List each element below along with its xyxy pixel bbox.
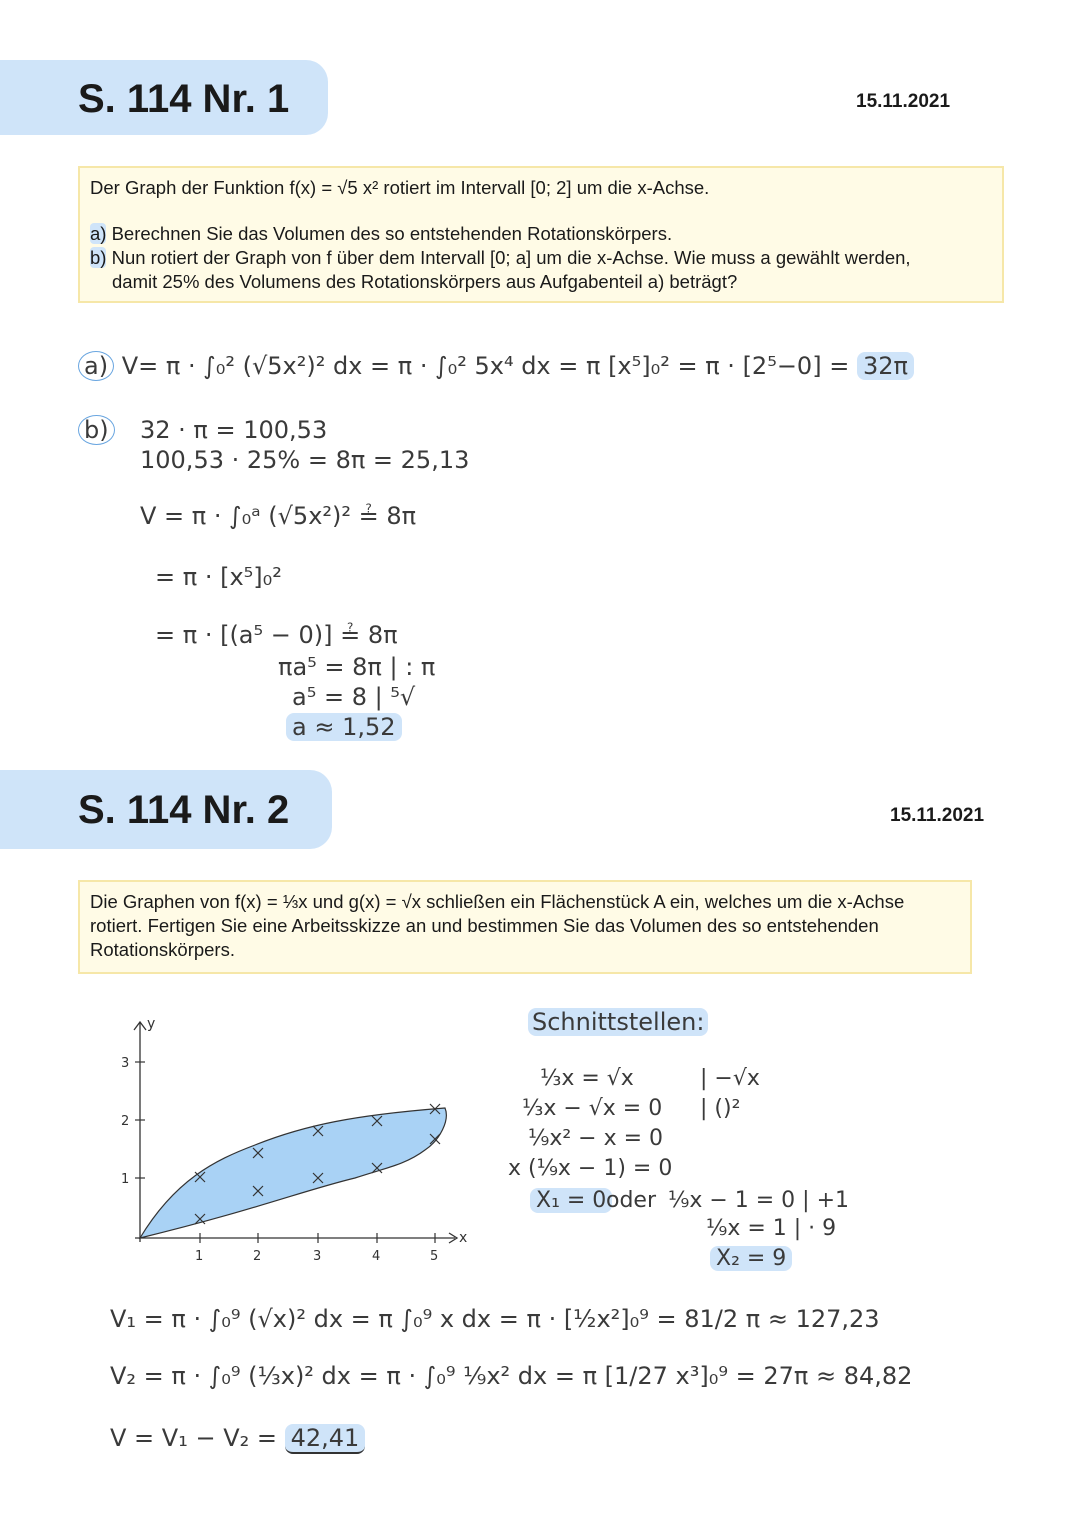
solution-a — [78, 352, 914, 380]
y-tick-1: 1 — [121, 1172, 130, 1187]
x-tick-3: 3 — [313, 1249, 322, 1264]
solution-b-result-value: ≈ 1,52 — [314, 713, 396, 741]
solution-b-label-wrap — [78, 416, 115, 444]
volume-total-label: V = V₁ − V₂ = — [110, 1424, 277, 1452]
task1-part-a — [90, 222, 992, 246]
task1-a-label: a) — [90, 223, 107, 244]
intersections-x2: X₂ = 9 — [710, 1246, 792, 1271]
solution-b-line7: a⁵ = 8 | ⁵√ — [292, 683, 416, 711]
task1-a-text: Berechnen Sie das Volumen des so entstehenden Rotationskörpers. — [106, 223, 673, 244]
x-tick-5: 5 — [430, 1249, 439, 1264]
solution-b-label: b) — [78, 415, 115, 445]
intersections-or: oder — [606, 1188, 657, 1213]
task1-b-text: Nun rotiert der Graph von f über dem Intervall [0; a] um die x-Achse. Wie muss a gewählt werden, — [106, 247, 911, 268]
solution-a-result: 32π — [857, 352, 914, 380]
solution-b-line2: 100,53 · 25% = 8π = 25,13 — [140, 446, 470, 474]
intersections-eq6: ⅑x = 1 | · 9 — [706, 1216, 837, 1241]
task1-b-text-cont: damit 25% des Volumens des Rotationskörpers aus Aufgabenteil a) beträgt? — [112, 271, 738, 292]
section2-header — [0, 770, 332, 849]
section2-task-box — [78, 880, 972, 974]
intersections-eq2: ⅓x − √x = 0 — [522, 1096, 663, 1121]
task1-b-label: b) — [90, 247, 107, 268]
intersections-eq3: ⅑x² − x = 0 — [528, 1126, 664, 1151]
task2-line3: Rotationskörpers. — [90, 939, 235, 960]
task1-part-b — [90, 246, 992, 270]
section1-task-box — [78, 166, 1004, 303]
volume-total-value: 42,41 — [285, 1424, 366, 1454]
intersections-eq1-note: | −√x — [700, 1066, 760, 1091]
y-label: y — [147, 1016, 156, 1032]
x-label: x — [459, 1230, 468, 1246]
volume-total — [110, 1424, 365, 1452]
solution-b-line5: = π · [(a⁵ − 0)] ≟ 8π — [155, 621, 398, 649]
task2-line2: rotiert. Fertigen Sie eine Arbeitsskizze an und bestimmen Sie das Volumen des so entstehenden — [90, 915, 879, 936]
solution-b-result-var: a — [292, 713, 307, 741]
y-tick-2: 2 — [121, 1114, 130, 1129]
intersections-x1: X₁ = 0 — [530, 1188, 612, 1213]
intersections-eq4: x (⅑x − 1) = 0 — [508, 1156, 673, 1181]
section1-date: 15.11.2021 — [856, 91, 951, 112]
intersections-eq1: ⅓x = √x — [540, 1066, 634, 1091]
solution-b-line4: = π · [x⁵]₀² — [155, 563, 282, 591]
volume-v1: V₁ = π · ∫₀⁹ (√x)² dx = π ∫₀⁹ x dx = π · [½x²]₀⁹ = 81/2 π ≈ 127,23 — [110, 1305, 880, 1333]
y-tick-3: 3 — [121, 1056, 130, 1071]
volume-v2: V₂ = π · ∫₀⁹ (⅓x)² dx = π · ∫₀⁹ ⅑x² dx = π [1/27 x³]₀⁹ = 27π ≈ 84,82 — [110, 1362, 913, 1390]
section1-header — [0, 60, 328, 135]
x-tick-4: 4 — [372, 1249, 381, 1264]
x-tick-2: 2 — [253, 1249, 262, 1264]
task2-line1: Die Graphen von f(x) = ⅓x und g(x) = √x schließen ein Flächenstück A ein, welches um die x-Achse — [90, 891, 905, 912]
intersections-eq2-note: | ()² — [700, 1096, 741, 1121]
solution-b-result — [286, 713, 402, 741]
solution-b-line1: 32 · π = 100,53 — [140, 416, 328, 444]
solution-a-line: V= π · ∫₀² (√5x²)² dx = π · ∫₀² 5x⁴ dx = π [x⁵]₀² = π · [2⁵−0] = — [121, 352, 850, 380]
section1-title: S. 114 Nr. 1 — [78, 77, 290, 121]
task1-intro: Der Graph der Funktion f(x) = √5 x² rotiert im Intervall [0; 2] um die x-Achse. — [90, 177, 710, 198]
sketch-graph — [105, 1010, 485, 1270]
solution-a-label: a) — [78, 351, 114, 381]
region-fill — [140, 1108, 446, 1238]
section2-date: 15.11.2021 — [890, 805, 985, 826]
section2-title: S. 114 Nr. 2 — [78, 788, 290, 832]
solution-b-line3: V = π · ∫₀ᵃ (√5x²)² ≟ 8π — [140, 502, 417, 530]
intersections-eq5: ⅑x − 1 = 0 | +1 — [668, 1188, 850, 1213]
intersections-heading: Schnittstellen: — [528, 1008, 708, 1036]
x-tick-1: 1 — [195, 1249, 204, 1264]
solution-b-line6: πa⁵ = 8π | : π — [278, 653, 436, 681]
